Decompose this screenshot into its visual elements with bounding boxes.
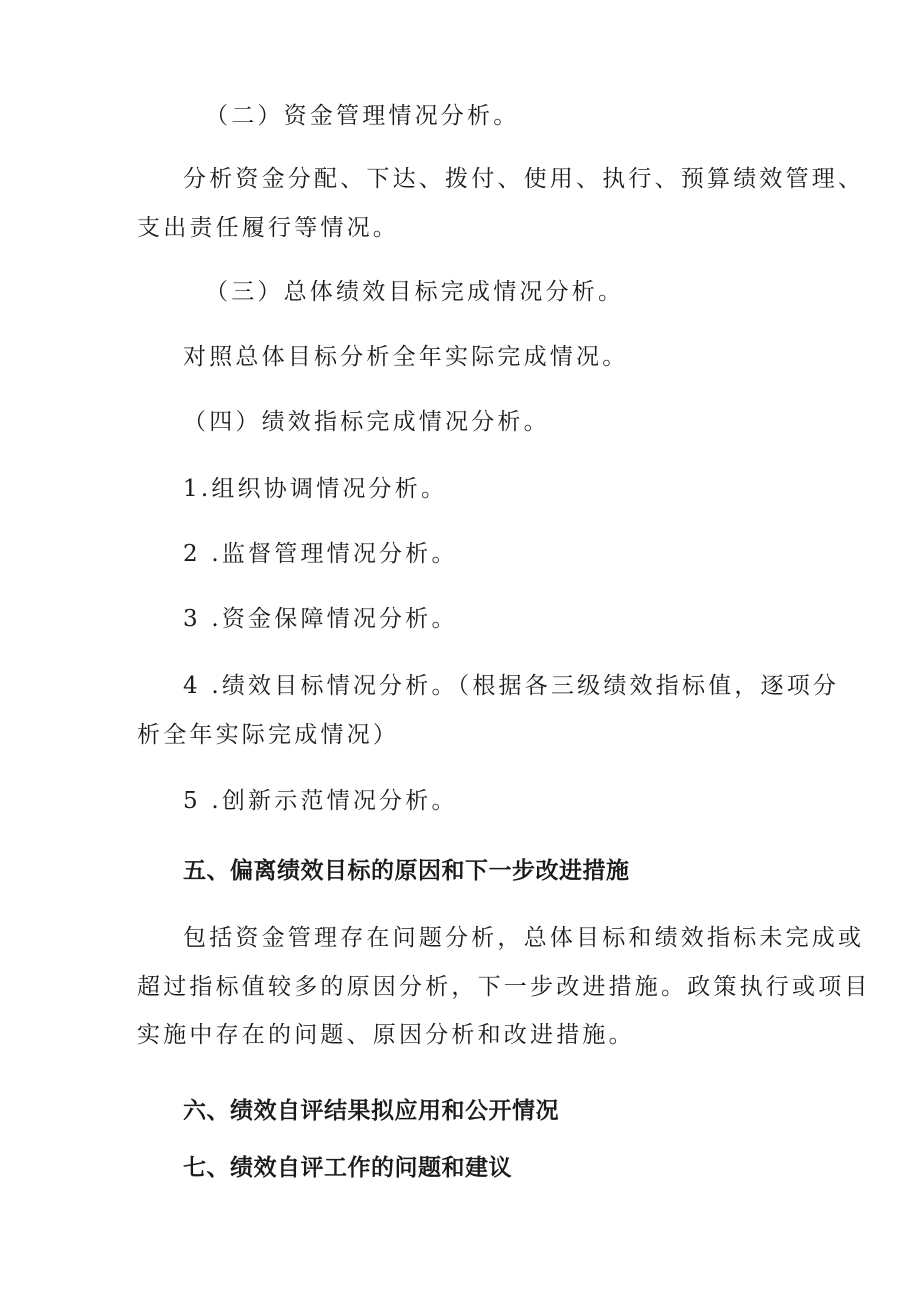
section-heading-fund-management: （二）资金管理情况分析。 — [205, 103, 520, 129]
paragraph-fund-management-line-1: 分析资金分配、下达、拨付、使用、执行、预算绩效管理、 — [183, 166, 865, 192]
paragraph-fund-management-line-2: 支出责任履行等情况。 — [137, 215, 399, 241]
paragraph-five-line-2: 超过指标值较多的原因分析，下一步改进措施。政策执行或项目 — [137, 974, 871, 1000]
paragraph-overall-goal: 对照总体目标分析全年实际完成情况。 — [183, 344, 629, 370]
chapter-heading-six: 六、绩效自评结果拟应用和公开情况 — [183, 1098, 559, 1124]
chapter-heading-five: 五、偏离绩效目标的原因和下一步改进措施 — [183, 858, 630, 884]
list-item-1: 1.组织协调情况分析。 — [183, 476, 448, 502]
list-item-4-line-2: 析全年实际完成情况） — [137, 722, 399, 748]
paragraph-five-line-3: 实施中存在的问题、原因分析和改进措施。 — [137, 1022, 635, 1048]
section-heading-performance-indicators: （四）绩效指标完成情况分析。 — [183, 409, 550, 435]
list-item-3: 3 .资金保障情况分析。 — [183, 606, 458, 632]
list-item-4-line-1: 4 .绩效目标情况分析。（根据各三级绩效指标值，逐项分 — [183, 673, 840, 699]
section-heading-overall-goal: （三）总体绩效目标完成情况分析。 — [205, 279, 625, 305]
chapter-heading-seven: 七、绩效自评工作的问题和建议 — [183, 1155, 512, 1181]
list-item-2: 2 .监督管理情况分析。 — [183, 541, 458, 567]
paragraph-five-line-1: 包括资金管理存在问题分析，总体目标和绩效指标未完成或 — [183, 925, 865, 951]
list-item-5: 5 .创新示范情况分析。 — [183, 788, 458, 814]
